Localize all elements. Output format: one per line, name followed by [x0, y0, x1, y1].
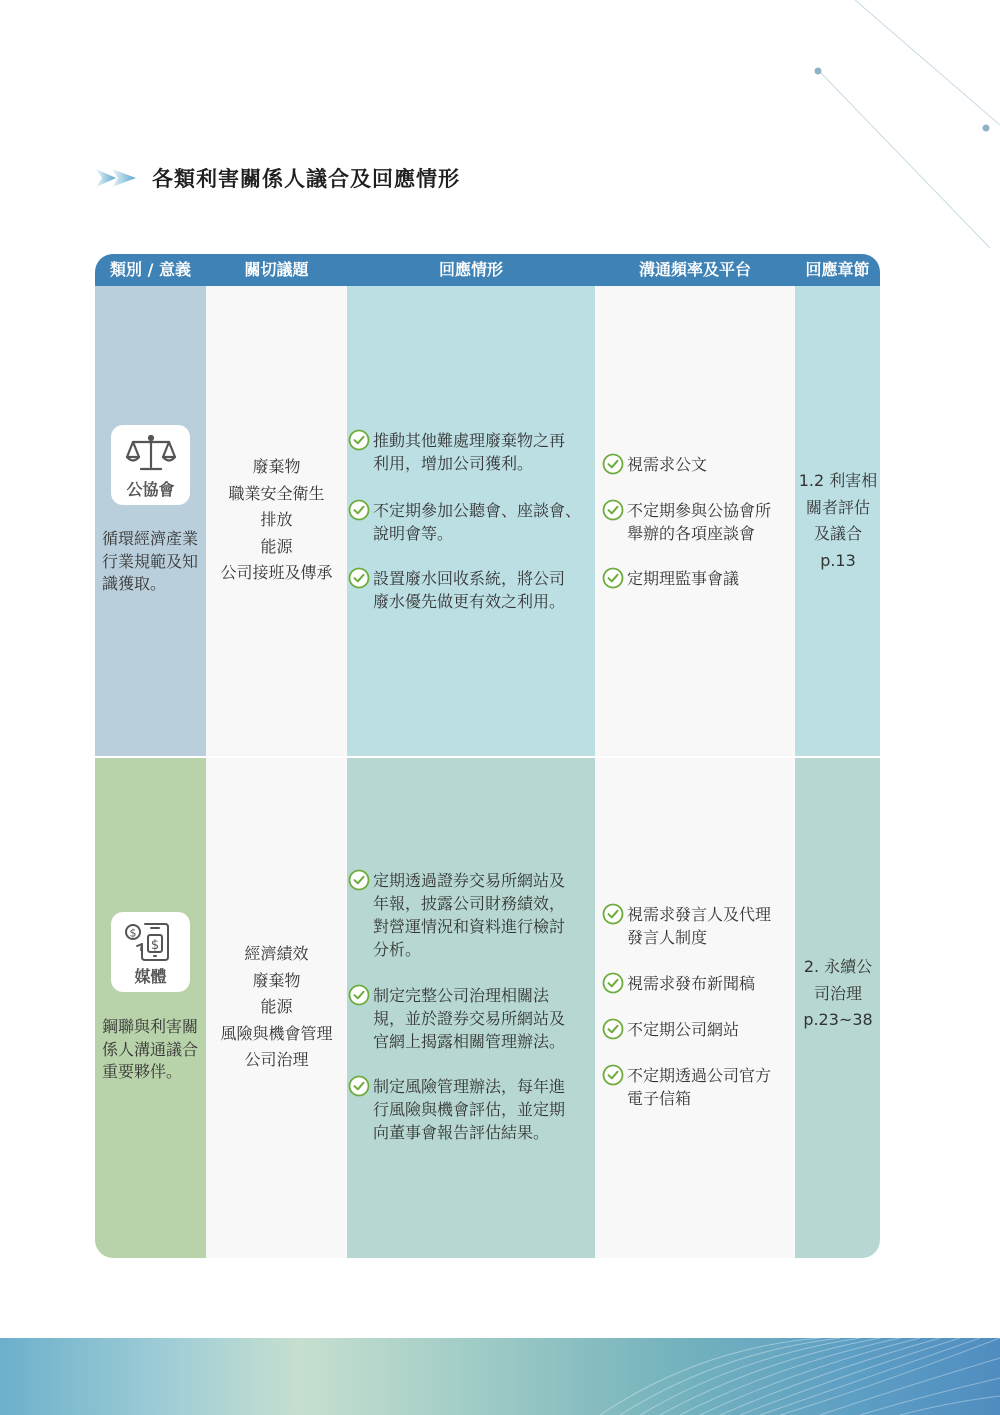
text-line: 發言人制度 [627, 928, 708, 947]
check-icon [348, 499, 370, 521]
text-line: 說明會等。 [373, 524, 454, 543]
concern-item: 風險與機會管理 [220, 1023, 333, 1043]
text-line: 向董事會報告評估結果。 [373, 1123, 550, 1142]
row2-concerns [206, 941, 347, 1074]
row1-description [102, 528, 208, 596]
channel-item [602, 903, 792, 949]
response-item [348, 869, 593, 961]
text-line: 不定期透過公司官方 [627, 1066, 772, 1085]
header-category: 類別 / 意義 [110, 260, 191, 279]
text-line: 不定期公司網站 [627, 1020, 740, 1039]
text-line: 利用，增加公司獲利。 [373, 454, 534, 473]
badge-association [111, 425, 190, 505]
header-channels: 溝通頻率及平台 [638, 260, 751, 279]
text-line: 分析。 [373, 940, 422, 959]
concern-item: 廢棄物 [252, 457, 301, 476]
check-icon [602, 1064, 624, 1086]
check-icon [602, 1018, 624, 1040]
text-line: 官網上揭露相關管理辦法。 [373, 1032, 566, 1051]
response-item [348, 429, 593, 475]
text-line: 司治理 [813, 983, 862, 1003]
svg-text:$: $ [150, 938, 159, 953]
text-line: 定期理監事會議 [627, 569, 740, 588]
scale-icon [125, 433, 177, 475]
concern-item: 能源 [260, 997, 293, 1016]
check-icon [602, 567, 624, 589]
badge-label: 媒體 [134, 967, 167, 986]
header-concerns: 關切議題 [244, 260, 309, 279]
desc-line: 行業規範及知 [102, 551, 199, 571]
text-line: 廢水優先做更有效之利用。 [373, 592, 566, 611]
channel-item [602, 567, 792, 590]
response-item [348, 499, 593, 545]
text-line: 1.2 利害相 [798, 471, 878, 490]
text-line: 不定期參加公聽會、座談會、 [373, 501, 582, 520]
desc-line: 係人溝通議合 [102, 1039, 199, 1059]
desc-line: 重要夥伴。 [102, 1062, 183, 1081]
svg-text:$: $ [129, 926, 136, 940]
desc-line: 識獲取。 [102, 574, 167, 593]
row2-category-cell [95, 758, 206, 1258]
text-line: p.13 [820, 550, 856, 570]
row2-channels-cell [595, 758, 795, 1258]
response-item [348, 1075, 593, 1144]
check-icon [348, 869, 370, 891]
row1-chapter [796, 468, 880, 574]
double-arrow-icon [96, 165, 140, 191]
text-line: 視需求發言人及代理 [627, 905, 772, 924]
text-line: 及議合 [813, 524, 862, 543]
channel-item [602, 972, 792, 995]
desc-line: 循環經濟產業 [102, 529, 199, 548]
title-bar [96, 163, 460, 193]
channel-item [602, 1018, 792, 1041]
channel-item [602, 1064, 792, 1110]
concern-item: 公司治理 [244, 1050, 309, 1069]
check-icon [348, 1075, 370, 1097]
text-line: 對營運情況和資料進行檢討 [373, 917, 566, 936]
channel-item [602, 453, 792, 476]
row2-chapter [796, 954, 880, 1034]
text-line: 關者評估 [805, 497, 870, 517]
footer-band [0, 1338, 1000, 1415]
text-line: 2. 永續公 [803, 957, 873, 976]
concern-item: 公司接班及傳承 [220, 563, 333, 582]
response-item [348, 984, 593, 1053]
text-line: 視需求公文 [627, 455, 708, 474]
text-line: 不定期參與公協會所 [627, 501, 772, 520]
header-chapter: 回應章節 [805, 260, 870, 279]
text-line: 規，並於證券交易所網站及 [373, 1009, 566, 1028]
concern-item: 能源 [260, 536, 293, 556]
row2-description [102, 1016, 208, 1084]
concern-item: 廢棄物 [252, 970, 301, 990]
decor-dot [983, 125, 990, 132]
check-icon [348, 429, 370, 451]
check-icon [602, 972, 624, 994]
check-icon [602, 453, 624, 475]
stakeholder-table [95, 254, 880, 1258]
text-line: 制定風險管理辦法，每年進 [373, 1077, 566, 1096]
concern-item: 排放 [260, 510, 293, 529]
page-title: 各類利害關係人議合及回應情形 [152, 167, 460, 191]
badge-label: 公協會 [126, 480, 175, 499]
check-icon [602, 499, 624, 521]
phone-money-icon [121, 920, 181, 962]
text-line: 舉辦的各項座談會 [627, 524, 756, 543]
badge-media [111, 912, 190, 992]
check-icon [602, 903, 624, 925]
response-item [348, 567, 593, 613]
row1-category-cell [95, 286, 206, 756]
decorative-lines [0, 0, 1000, 260]
text-line: 視需求發布新聞稿 [627, 974, 756, 993]
desc-line: 鋼聯與利害關 [102, 1017, 199, 1036]
text-line: 推動其他難處理廢棄物之再 [373, 431, 566, 450]
concern-item: 經濟績效 [244, 944, 309, 963]
text-line: 電子信箱 [627, 1089, 692, 1108]
text-line: 定期透過證券交易所網站及 [373, 871, 566, 890]
text-line: 制定完整公司治理相關法 [373, 986, 550, 1005]
footer-wave-pattern [0, 1338, 1000, 1415]
decor-dot [815, 68, 822, 75]
header-response: 回應情形 [438, 260, 503, 279]
text-line: 年報，披露公司財務績效， [373, 894, 566, 913]
table-header [95, 254, 880, 286]
text-line: p.23~38 [803, 1010, 873, 1029]
text-line: 行風險與機會評估，並定期 [373, 1100, 566, 1119]
channel-item [602, 499, 792, 545]
check-icon [348, 984, 370, 1006]
check-icon [348, 567, 370, 589]
row1-concerns [206, 454, 347, 587]
text-line: 設置廢水回收系統，將公司 [373, 569, 566, 588]
concern-item: 職業安全衛生 [228, 483, 325, 503]
